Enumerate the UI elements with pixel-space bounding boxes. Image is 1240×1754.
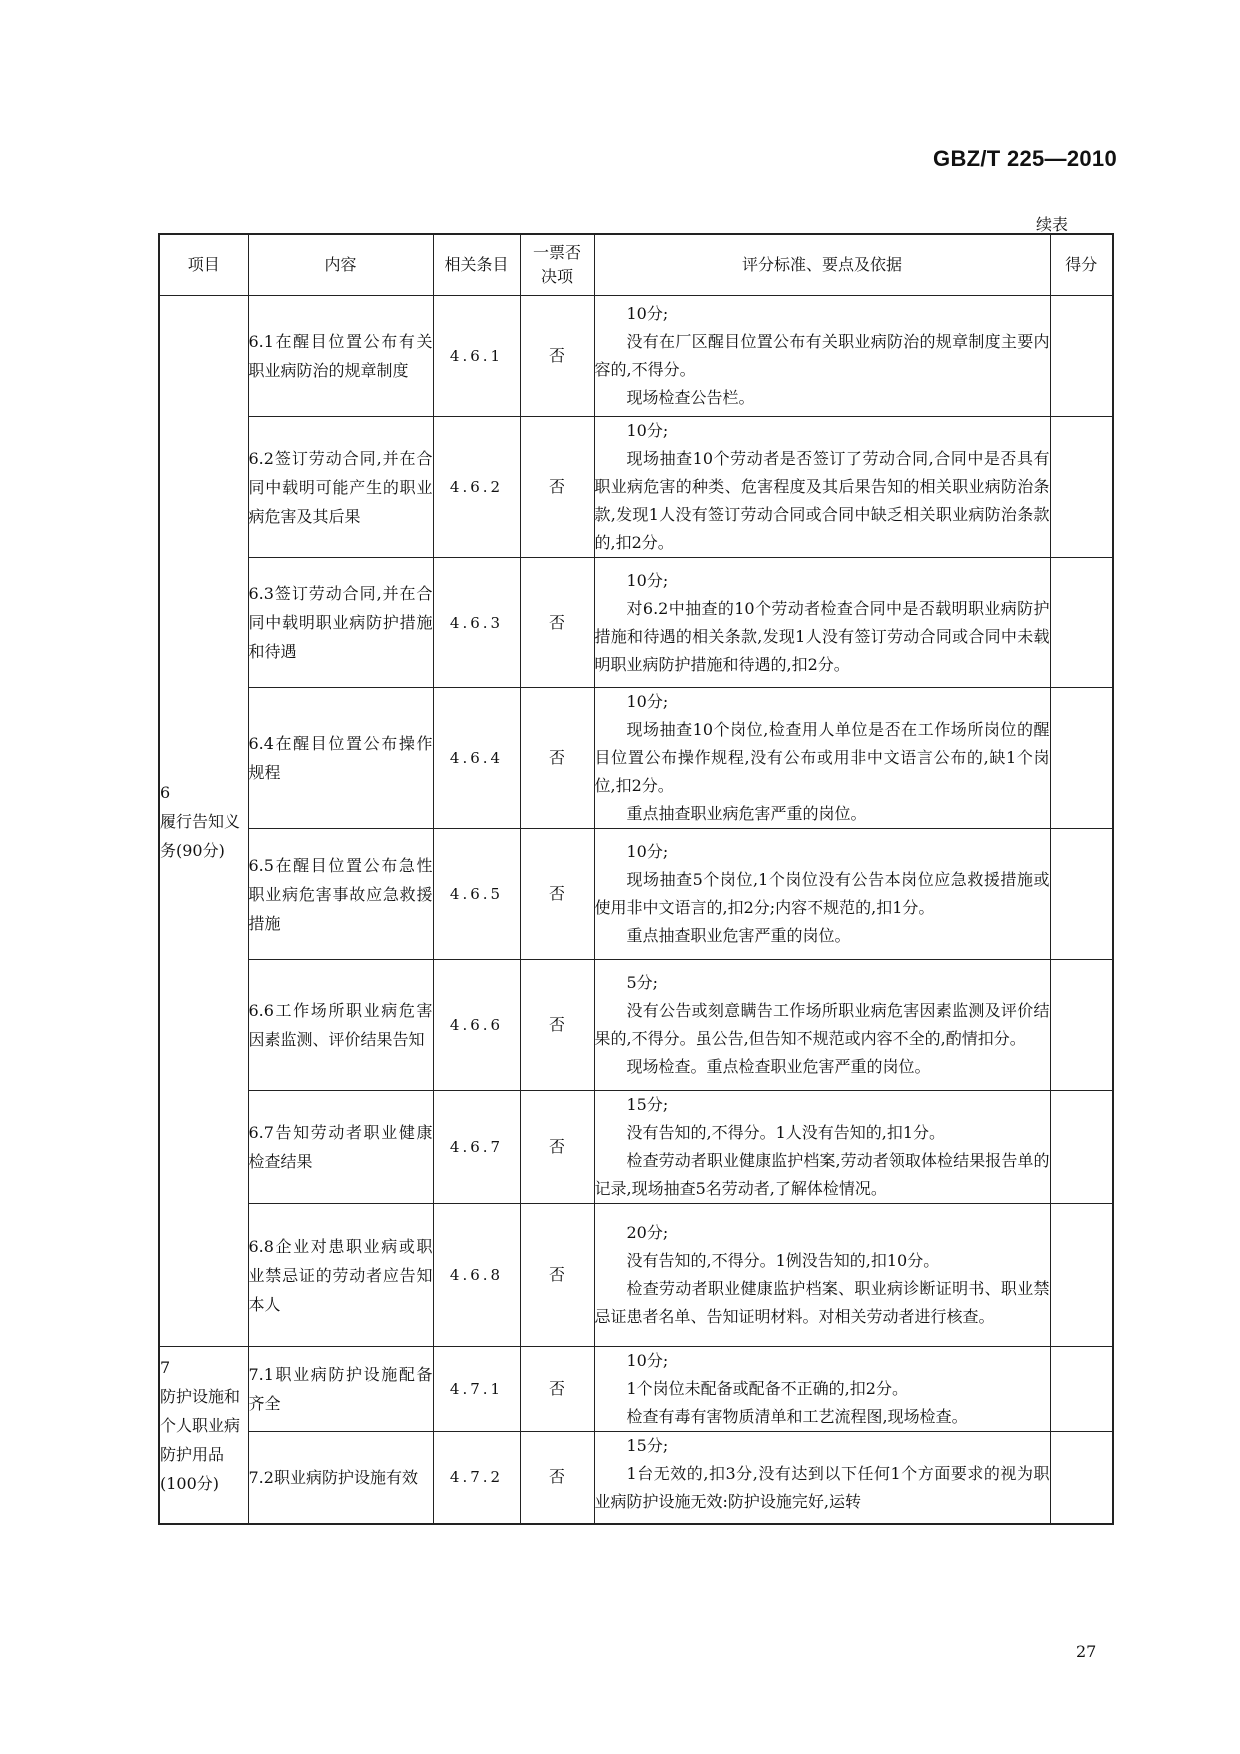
- scoring-table: [158, 233, 1114, 1525]
- table-row: [159, 1204, 1113, 1347]
- reference-cell: 4.6.7: [433, 1091, 520, 1204]
- criteria-line: 重点抽查职业病危害严重的岗位。: [626, 804, 867, 823]
- criteria-line: 10分;: [626, 304, 669, 323]
- veto-cell: 否: [520, 1347, 594, 1432]
- reference-cell: 4.7.2: [433, 1432, 520, 1524]
- document-code: GBZ/T 225—2010: [933, 146, 1117, 171]
- criteria-line: 现场抽查5个岗位,1个岗位没有公告本岗位应急救援措施或使用非中文语言的,扣2分;内容不规范的,扣1分。: [594, 870, 1050, 917]
- criteria-line: 重点抽查职业危害严重的岗位。: [626, 926, 851, 945]
- continued-label: 续表: [1036, 215, 1069, 234]
- reference-cell: 4.6.4: [433, 688, 520, 829]
- veto-cell: 否: [520, 960, 594, 1091]
- criteria-line: 没有在厂区醒目位置公布有关职业病防治的规章制度主要内容的,不得分。: [594, 332, 1050, 379]
- score-cell[interactable]: [1050, 1347, 1113, 1432]
- veto-cell: 否: [520, 558, 594, 688]
- content-cell: 6.2签订劳动合同,并在合同中载明可能产生的职业病危害及其后果: [248, 417, 433, 558]
- criteria-line: 10分;: [626, 570, 669, 590]
- reference-cell: 4.6.8: [433, 1204, 520, 1347]
- table-row: [159, 296, 1113, 417]
- criteria-line: 15分;: [626, 1436, 669, 1455]
- table-row: [159, 688, 1113, 829]
- score-cell[interactable]: [1050, 1432, 1113, 1524]
- criteria-cell: [594, 829, 1050, 960]
- criteria-line: 现场抽查10个岗位,检查用人单位是否在工作场所岗位的醒目位置公布操作规程,没有公布或用非中文语言公布的,缺1个岗位,扣2分。: [594, 720, 1050, 795]
- table-row: [159, 829, 1113, 960]
- criteria-cell: [594, 558, 1050, 688]
- score-cell[interactable]: [1050, 688, 1113, 829]
- reference-cell: 4.6.3: [433, 558, 520, 688]
- criteria-cell: [594, 688, 1050, 829]
- column-header: 评分标准、要点及依据: [594, 234, 1050, 296]
- criteria-line: 没有告知的,不得分。1例没告知的,扣10分。: [626, 1251, 940, 1270]
- criteria-line: 1个岗位未配备或配备不正确的,扣2分。: [626, 1379, 908, 1398]
- criteria-cell: [594, 1091, 1050, 1204]
- criteria-line: 现场检查公告栏。: [626, 388, 755, 407]
- table-row: [159, 960, 1113, 1091]
- criteria-line: 对6.2中抽查的10个劳动者检查合同中是否载明职业病防护措施和待遇的相关条款,发现1人没有签订劳动合同或合同中未载明职业病防护措施和待遇的,扣2分。: [594, 598, 1050, 674]
- veto-cell: 否: [520, 296, 594, 417]
- score-cell[interactable]: [1050, 296, 1113, 417]
- criteria-line: 15分;: [626, 1095, 669, 1114]
- page-number: 27: [1076, 1642, 1097, 1661]
- score-cell[interactable]: [1050, 829, 1113, 960]
- content-cell: 6.7告知劳动者职业健康检查结果: [248, 1091, 433, 1204]
- score-cell[interactable]: [1050, 558, 1113, 688]
- veto-cell: 否: [520, 688, 594, 829]
- criteria-line: 检查有毒有害物质清单和工艺流程图,现场检查。: [626, 1407, 968, 1426]
- score-cell[interactable]: [1050, 960, 1113, 1091]
- reference-cell: 4.6.5: [433, 829, 520, 960]
- content-cell: 6.1在醒目位置公布有关职业病防治的规章制度: [248, 296, 433, 417]
- veto-cell: 否: [520, 829, 594, 960]
- column-header: 得分: [1050, 234, 1113, 296]
- content-cell: 6.8企业对患职业病或职业禁忌证的劳动者应告知本人: [248, 1204, 433, 1347]
- table-row: [159, 558, 1113, 688]
- veto-cell: 否: [520, 417, 594, 558]
- item-cell: 7 防护设施和个人职业病防护用品(100分): [159, 1347, 248, 1524]
- column-header: 相关条目: [433, 234, 520, 296]
- column-header: 内容: [248, 234, 433, 296]
- column-header: 项目: [159, 234, 248, 296]
- table-header-row: [159, 234, 1113, 296]
- criteria-line: 10分;: [626, 842, 669, 861]
- criteria-cell: [594, 1204, 1050, 1347]
- veto-cell: 否: [520, 1204, 594, 1347]
- criteria-line: 5分;: [626, 973, 659, 992]
- content-cell: 6.5在醒目位置公布急性职业病危害事故应急救援措施: [248, 829, 433, 960]
- criteria-line: 没有告知的,不得分。1人没有告知的,扣1分。: [626, 1123, 946, 1142]
- criteria-line: 10分;: [626, 1351, 669, 1370]
- veto-cell: 否: [520, 1091, 594, 1204]
- criteria-cell: [594, 417, 1050, 558]
- reference-cell: 4.7.1: [433, 1347, 520, 1432]
- column-header: 一票否决项: [520, 234, 594, 296]
- criteria-line: 检查劳动者职业健康监护档案,劳动者领取体检结果报告单的记录,现场抽查5名劳动者,了解体检情况。: [594, 1151, 1050, 1198]
- content-cell: 7.1职业病防护设施配备齐全: [248, 1347, 433, 1432]
- content-cell: 6.3签订劳动合同,并在合同中载明职业病防护措施和待遇: [248, 558, 433, 688]
- content-cell: 6.4在醒目位置公布操作规程: [248, 688, 433, 829]
- score-cell[interactable]: [1050, 417, 1113, 558]
- criteria-line: 20分;: [626, 1223, 669, 1242]
- reference-cell: 4.6.1: [433, 296, 520, 417]
- reference-cell: 4.6.2: [433, 417, 520, 558]
- criteria-cell: [594, 296, 1050, 417]
- criteria-cell: [594, 1347, 1050, 1432]
- criteria-cell: [594, 960, 1050, 1091]
- criteria-cell: [594, 1432, 1050, 1524]
- criteria-line: 没有公告或刻意瞒告工作场所职业病危害因素监测及评价结果的,不得分。虽公告,但告知不规范或内容不全的,酌情扣分。: [594, 1001, 1050, 1048]
- criteria-line: 1台无效的,扣3分,没有达到以下任何1个方面要求的视为职业病防护设施无效:防护设施完好,运转: [594, 1464, 1050, 1511]
- criteria-line: 现场抽查10个劳动者是否签订了劳动合同,合同中是否具有职业病危害的种类、危害程度及其后果告知的相关职业病防治条款,发现1人没有签订劳动合同或合同中缺乏相关职业病防治条款的,扣2分。: [594, 449, 1050, 552]
- table-row: [159, 1432, 1113, 1524]
- veto-cell: 否: [520, 1432, 594, 1524]
- criteria-line: 10分;: [626, 421, 669, 440]
- criteria-line: 10分;: [626, 692, 669, 711]
- reference-cell: 4.6.6: [433, 960, 520, 1091]
- table-row: [159, 1347, 1113, 1432]
- table-row: [159, 1091, 1113, 1204]
- score-cell[interactable]: [1050, 1204, 1113, 1347]
- criteria-line: 现场检查。重点检查职业危害严重的岗位。: [626, 1057, 931, 1076]
- score-cell[interactable]: [1050, 1091, 1113, 1204]
- content-cell: 7.2职业病防护设施有效: [248, 1432, 433, 1524]
- item-cell: 6 履行告知义务(90分): [159, 296, 248, 1347]
- criteria-line: 检查劳动者职业健康监护档案、职业病诊断证明书、职业禁忌证患者名单、告知证明材料。对相关劳动者进行核查。: [594, 1279, 1050, 1326]
- table-row: [159, 417, 1113, 558]
- content-cell: 6.6工作场所职业病危害因素监测、评价结果告知: [248, 960, 433, 1091]
